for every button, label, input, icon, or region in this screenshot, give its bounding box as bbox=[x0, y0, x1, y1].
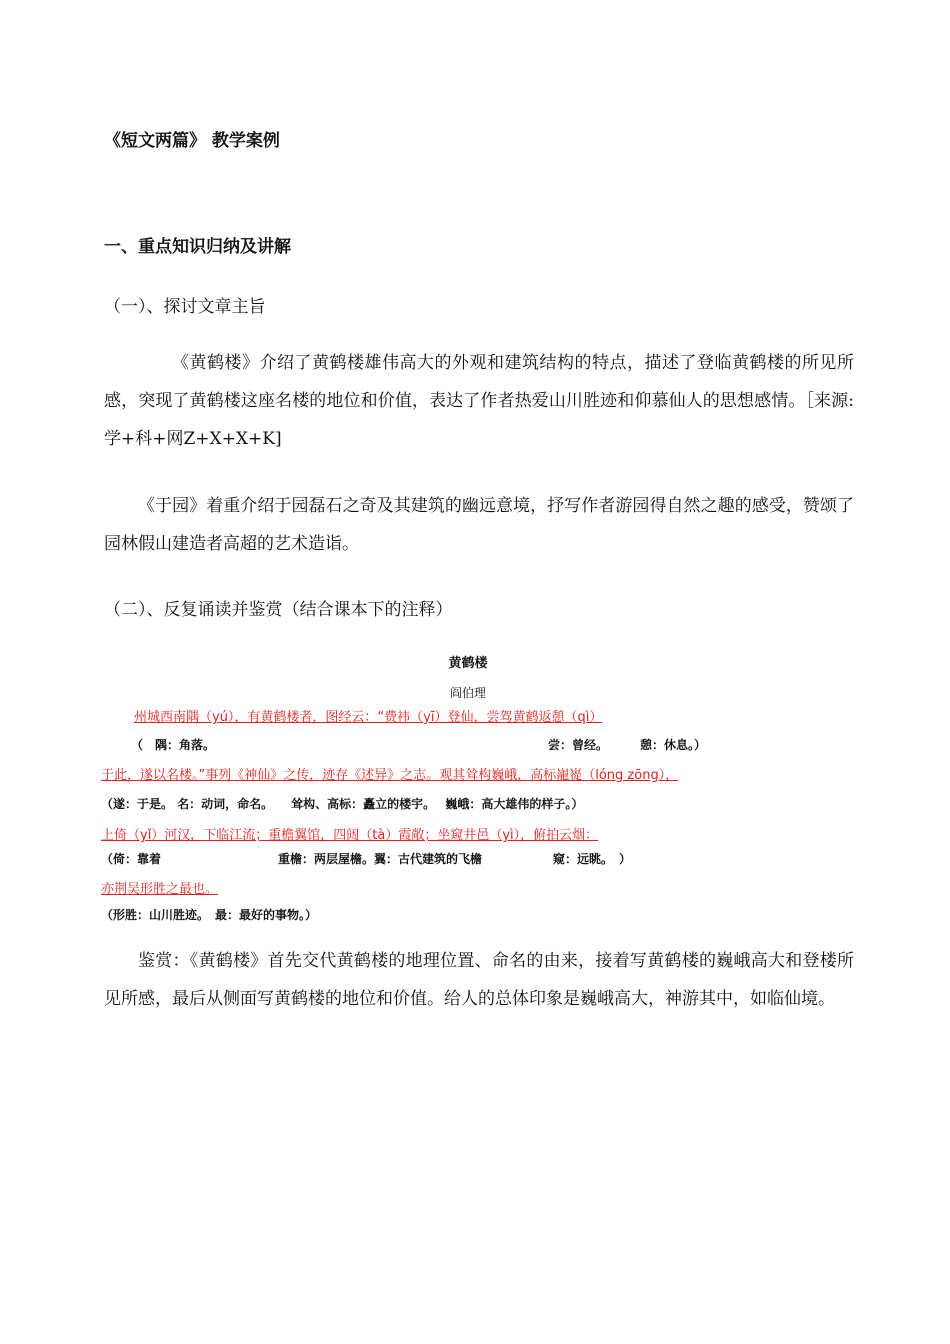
poem-note: （倚：靠着 bbox=[101, 852, 162, 866]
poem-note: （形胜：山川胜迹。 最：最好的事物。） bbox=[101, 908, 318, 922]
paragraph-huanghelou-theme: 《黄鹤楼》介绍了黄鹤楼雄伟高大的外观和建筑结构的特点，描述了登临黄鹤楼的所见所感，突现了黄鹤楼这座名楼的地位和价值，表达了作者热爱山川胜迹和仰慕仙人的思想感情。［来源:学+科+网Z+X+X+K] bbox=[104, 353, 854, 449]
subsection-heading-reading: （二）、反复诵读并鉴赏（结合课本下的注释） bbox=[104, 600, 453, 620]
poem-note: （ 隅：角落。 bbox=[131, 738, 216, 752]
poem-title: 黄鹤楼 bbox=[448, 656, 488, 671]
poem-note: 尝：曾经。 bbox=[548, 738, 609, 752]
paragraph-yuyuan-theme: 《于园》着重介绍于园磊石之奇及其建筑的幽远意境，抒写作者游园得自然之趣的感受，赞颂了园林假山建造者高超的艺术造诣。 bbox=[104, 496, 854, 554]
document-title: 《短文两篇》 教学案例 bbox=[104, 131, 280, 151]
poem-note: （遂：于是。 名：动词，命名。 耸构、高标：矗立的楼宇。 巍峨：高大雄伟的样子。） bbox=[101, 797, 584, 811]
poem-line: 亦荆吴形胜之最也。 bbox=[101, 882, 219, 897]
section-heading: 一、重点知识归纳及讲解 bbox=[104, 237, 291, 257]
poem-note: 窥：远眺。 ） bbox=[553, 852, 632, 866]
poem-note: 憩：休息。） bbox=[640, 738, 707, 752]
subsection-heading-theme: （一）、探讨文章主旨 bbox=[104, 297, 266, 317]
poem-line: 州城西南隅（yú），有黄鹤楼者，图经云：“费祎（yī）登仙，尝驾黄鹤返憩（qì） bbox=[134, 710, 603, 725]
poem-note: 重檐：两层屋檐。翼：古代建筑的飞檐 bbox=[278, 852, 483, 866]
poem-line: 于此，遂以名楼。”事列《神仙》之传，迹存《述异》之志。观其耸构巍峨，高标巃嵸（lóng zōng）， bbox=[101, 768, 679, 783]
paragraph-appreciation: 鉴赏：《黄鹤楼》首先交代黄鹤楼的地理位置、命名的由来，接着写黄鹤楼的巍峨高大和登楼所见所感，最后从侧面写黄鹤楼的地位和价值。给人的总体印象是巍峨高大，神游其中，如临仙境。 bbox=[104, 951, 854, 1009]
poem-author: 阎伯理 bbox=[449, 686, 486, 700]
poem-line: 上倚（yǐ）河汉，下临江流；重檐翼馆，四闼（tà）霞敞；坐窥井邑（yì），俯拍云烟： bbox=[101, 828, 599, 843]
